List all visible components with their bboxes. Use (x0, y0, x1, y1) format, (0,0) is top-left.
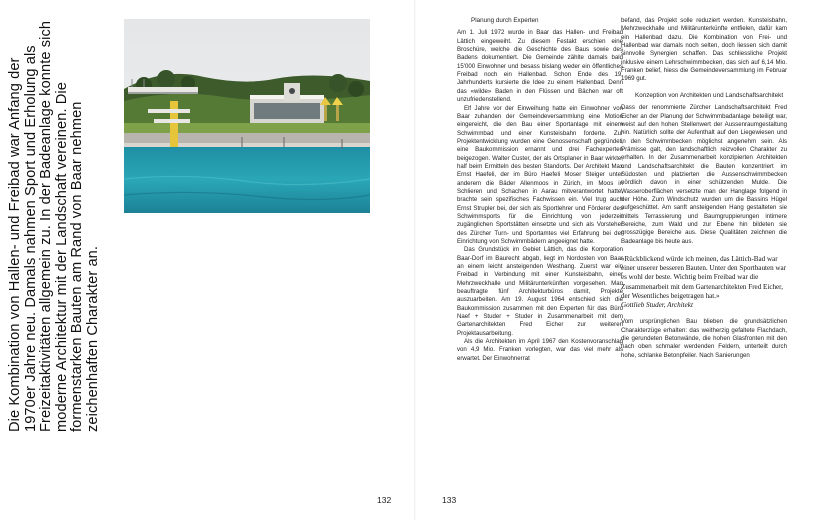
section-heading: Planung durch Experten (471, 17, 539, 24)
photo-outdoor-pool-with-diving-tower (124, 19, 370, 213)
paragraph: Als die Architekten im April 1967 den Kostenvoranschlag von 4,9 Mio. Franken vorlegten, war das viel mehr als erwartet. Der Einwohnerrat (457, 338, 623, 362)
text-column-1 (457, 17, 623, 363)
section-heading: Konzeption von Architekten und Landschaftsarchitekt (635, 91, 784, 99)
pull-quote (621, 255, 787, 310)
paragraph: befand, das Projekt solle reduziert werden. Kunsteisbahn, Mehrzweckhalle und Militärunterkünfte entfielen, dafür kam ein Hallenbad dazu. Die Kombination von Frei- und Hallenbad war damals noch selten, doch liessen sich damit sinnvolle Synergien schaffen. Das schliessliche Projekt inklusive einem Lehrschwimmbecken, das sich auf 6,14 Mio. Franken belief, hiess die Gemeindeversammlung im Februar 1969 gut. (621, 17, 787, 83)
page-gutter (414, 0, 416, 520)
page-number-left: 132 (377, 495, 392, 505)
lead-text-rotated: Die Kombination von Hallen- und Freibad war Anfang der 1970er Jahre neu. Damals nahmen Sport und Erholung als Freizeitaktivitäten allgemein zu. In der Badeanlage konnte sich moderne Architektur mit der Landschaft vereinen. Die formenstarken Bauten am Rand von Baar nehmen zeichenhaften Charakter an. (7, 20, 101, 432)
paragraph: Dass der renommierte Zürcher Landschaftsarchitekt Fred Eicher an der Planung der Schwimmbadanlage beteiligt war, weist auf den hohen Stellenwert der Aussenraumgestaltung hin. Natürlich sollte der Aufenthalt auf den Liegewiesen und in den Schwimmbecken möglichst angenehm sein. Als Prämisse galt, den landschaftlich reizvollen Charakter zu erhalten. In der Zusammenarbeit konzipierten Architekten und Landschaftsarchitekt die Bauten konzentriert im Südosten und platzierten die Aussenschwimmbecken nördlich davon in einer schützenden Mulde. Die Wasseroberflächen versetzte man der Hanglage folgend in der Höhe. Zum Windschutz wurden um die Bassins Hügel aufgeschüttet. Am sanft ansteigenden Hang gestalteten sie mittels Terrassierung und Baumgruppierungen intimere Bereiche, zum Wald und zur Ebene hin bildeten sie grosszügige Bereiche aus. Diese Qualitäten zeichnen die Badeanlage bis heute aus. (621, 104, 787, 245)
pull-quote-text: «Rückblickend würde ich meinen, das Lättich-Bad war einer unserer besseren Bauten. Unter den Sportbauten war es wohl der beste. Wichtig beim Freibad war die Zusammenarbeit mit dem Gartenarchitekten Fred Eicher, der Wesentliches beigetragen hat.» (621, 255, 787, 300)
text-column-2 (621, 17, 787, 360)
paragraph: Vom ursprünglichen Bau blieben die grundsätzlichen Charakterzüge erhalten: das weitherzig gefaltete Flachdach, die gerundeten Betonwände, die hohen Glasfronten mit den nach oben schmaler werdenden Feldern, unterteilt durch hohe, schlanke Betonpfeiler. Nach Sanierungen (621, 318, 787, 359)
pool-photo (124, 19, 370, 213)
paragraph: Elf Jahre vor der Einweihung hatte ein Einwohner von Baar zuhanden der Gemeindeversammlung eine Motion eingereicht, die den Bau einer Sportanlage mit einem Schwimmbad und einer Kunsteisbahn forderte. Zur Projektentwicklung wurden eine Genossenschaft gegründet, eine Baukommission ernannt und drei Fachexperten beigezogen. Walter Custer, der als Ortsplaner in Baar wirkte, half beim Ermitteln des besten Standorts. Der Architekt Max Ernst Haefeli, der im Büro Haefeli Moser Steiger unter anderem die Bäder Allenmoos in Zürich, im Moos in Schlieren und Schachen in Aarau mitverantwortet hatte, brachte sein spezifisches Fachwissen ein. Viel trug auch Ernst Strupler bei, der sich als Sportlehrer und Förderer des Schwimmsports für die Einrichtung von jederzeit zugänglichen Sportstätten einsetzte und sich als Vorsteher des Zürcher Turn- und Sportamtes viel Erfahrung bei der Einrichtung von Schwimmbädern angeeignet hatte. (457, 104, 623, 245)
paragraph: Das Grundstück im Gebiet Lättich, das die Korporation Baar-Dorf im Baurecht abgab, liegt im Nordosten von Baar an einem leicht ansteigenden Westhang. Zuerst war ein Freibad in Verbindung mit einer Kunsteisbahn, einer Mehrzweckhalle und Militärunterkünften vorgesehen. Man beauftragte fünf Architekturbüros damit, Projekte auszuarbeiten. Am 19. August 1964 entschied sich die Baukommission zusammen mit den Experten für das Büro Naef + Studer + Studer in Zusammenarbeit mit dem Gartenarchitekten Fred Eicher zur weiteren Projektausarbeitung. (457, 246, 623, 337)
page-number-right: 133 (442, 495, 457, 505)
paragraph: Am 1. Juli 1972 wurde in Baar das Hallen- und Freibad Lättich eingeweiht. Zu diesem Festakt erschien eine Broschüre, welche die Geschichte des Baus sowie des Badens dokumentiert. Die Gemeinde zählte damals bald 15'000 Einwohner und besass bislang weder ein öffentliches Freibad noch ein Hallenbad. Schon Ende des 19. Jahrhunderts kursierte die Idee zu einem Hallenbad. Denn das «wilde» Baden in den Flüssen und Bächen war oft unzufriedenstellend. (457, 29, 623, 104)
pull-quote-attribution: Gottlieb Studer, Architekt (621, 301, 693, 310)
